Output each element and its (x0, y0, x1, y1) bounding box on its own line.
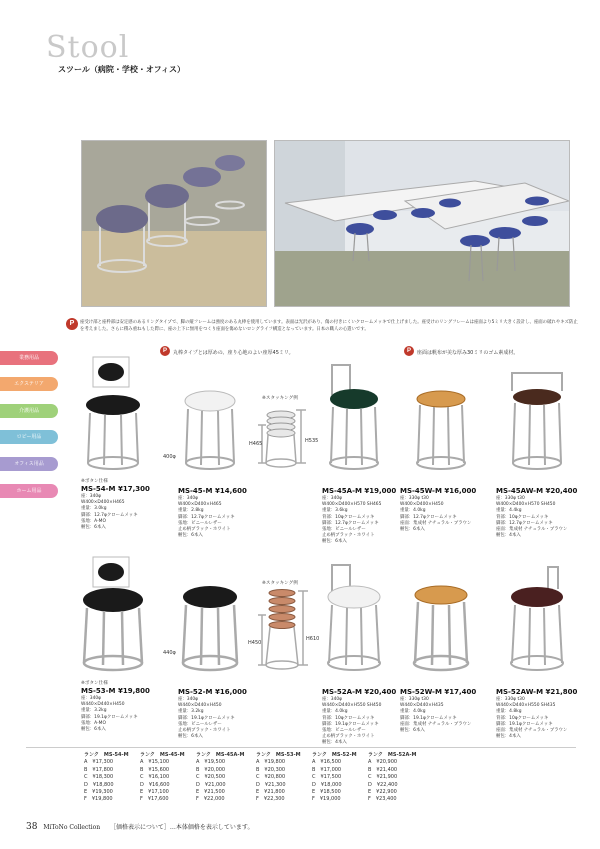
dim-h535: H535 (305, 438, 319, 444)
sidebar-item-office[interactable]: オフィス用品 (0, 457, 58, 471)
product-spec-ms45w: 座：330φ t30 W400×D400×H450 重量：4.0kg 脚部：12.7φクロームメッキ 座面：集成材 ナチュラル・ブラウン 梱包：6本入 (400, 496, 472, 533)
page-footer (26, 822, 253, 832)
product-spec-ms45aw: 座：330φ t30 W400×D400×H570 SH450 重量：4.4kg 背部：10φクロームメッキ 脚部：12.7φクロームメッキ 座面：集成材 ナチュラル・ブラウン 梱包：4本入 (496, 496, 568, 539)
product-spec-ms45a: 座：340φ W400×D400×H570 SH465 重量：3.6kg 背部：10φクロームメッキ 脚部：12.7φクロームメッキ 張地：ビニールレザー 止め柄ブラック・ホワイト 梱包：6本入 (322, 496, 382, 545)
sidebar-item-exterior[interactable]: エクステリア (0, 377, 58, 391)
price-table-ms54: ランク MS-54-M A ¥17,300 B ¥17,800 C ¥18,300 D ¥18,800 E ¥19,300 F ¥19,800 (84, 752, 129, 803)
note-seat-material: 座面は帆布が美な厚み30ミリのゴム素成材。 (417, 350, 519, 356)
page-title: Stool (46, 30, 130, 65)
product-code-ms52w: MS-52W-M ¥17,400 (400, 688, 477, 696)
product-code-ms45a: MS-45A-M ¥19,000 (322, 487, 397, 495)
sidebar-item-home[interactable]: ホーム用品 (0, 484, 58, 498)
price-table-ms45a: ランク MS-45A-M A ¥19,500 B ¥20,000 C ¥20,500 D ¥21,000 E ¥21,500 F ¥22,000 (196, 752, 245, 803)
product-spec-ms52aw: 座：330φ t30 W440×D440×H550 SH435 重量：4.8kg 背部：10φクロームメッキ 脚部：19.1φクロームメッキ 座面：集成材 ナチュラル・ブラウン 梱包：4本入 (496, 697, 568, 740)
stool-photo (81, 140, 267, 307)
product-spec-ms45: 座：340φ W400×D400×H465 重量：2.8kg 脚部：12.7φクロームメッキ 張地：ビニールレザー 止め柄ブラック・ホワイト 梱包：6本入 (178, 496, 235, 539)
stacking-label-2: ※スタッキング例 (262, 581, 298, 586)
cafeteria-photo (274, 140, 570, 307)
product-code-ms45aw: MS-45AW-M ¥20,400 (496, 487, 578, 495)
dim-400: 400φ (163, 454, 176, 460)
product-spec-ms52a: 座：340φ W440×D440×H550 SH450 重量：4.0kg 背部：10φクロームメッキ 脚部：19.1φクロームメッキ 張地：ビニールレザー 止め柄ブラック・ホワイト 梱包：4本入 (322, 697, 382, 746)
product-description: 座受け部と座枠部は安定感のあるリングタイプで、脚の縦フレームは強度のある丸棒を使用しています。表面は光沢があり、傷の付きにくいクロームメッキで仕上げました。座受けのリングフレームは座面より5ミリ大きく設計し、座面の破れやキズ防止を考えました。さらに積み重ねもした際に、座の上下に無用をつくり座面を傷めないロングライフ構造となっています。日本の職人の心遣いです。 (80, 320, 578, 332)
product-code-ms52: MS-52-M ¥16,000 (178, 688, 247, 696)
stools-row1 (60, 355, 580, 480)
price-table-divider (26, 747, 576, 748)
product-code-ms45w: MS-45W-M ¥16,000 (400, 487, 477, 495)
product-code-ms54: MS-54-M ¥17,300 (81, 485, 150, 493)
stacking-label-1: ※スタッキング例 (262, 396, 298, 401)
page-number: 38 (26, 822, 38, 832)
sidebar-item-business[interactable]: 業務用品 (0, 351, 58, 365)
product-code-ms52a: MS-52A-M ¥20,400 (322, 688, 397, 696)
product-spec-ms52: 座：340φ W440×D440×H450 重量：3.2kg 脚部：19.1φクロームメッキ 張地：ビニールレザー 止め柄ブラック・ホワイト 梱包：6本入 (178, 697, 235, 740)
product-code-ms52aw: MS-52AW-M ¥21,800 (496, 688, 578, 696)
dim-h450: H450 (248, 640, 262, 646)
price-note: ［価格表示について］…本体価格を表示しています。 (110, 824, 254, 831)
sidebar-item-care[interactable]: 介護用品 (0, 404, 58, 418)
price-table-ms52a: ランク MS-52A-M A ¥20,900 B ¥21,400 C ¥21,900 D ¥22,400 E ¥22,900 F ¥23,400 (368, 752, 417, 803)
dim-h465: H465 (249, 441, 263, 447)
point-icon: P (160, 346, 170, 356)
price-table-ms45: ランク MS-45-M A ¥15,100 B ¥15,600 C ¥16,100 D ¥16,600 E ¥17,100 F ¥17,600 (140, 752, 185, 803)
sidebar-item-lobby[interactable]: ロビー用品 (0, 430, 58, 444)
product-code-ms53: MS-53-M ¥19,800 (81, 687, 150, 695)
point-icon: P (404, 346, 414, 356)
stools-row2 (60, 555, 580, 680)
product-spec-ms53: 座：340φ W440×D440×H450 重量：3.2kg 脚部：19.1φクロームメッキ 張地：A-MO 梱包：6本入 (81, 696, 138, 733)
point-icon: P (66, 318, 78, 330)
price-table-ms52: ランク MS-52-M A ¥16,500 B ¥17,000 C ¥17,500 D ¥18,000 E ¥18,500 F ¥19,000 (312, 752, 357, 803)
button-option-label-2: ※ボタン仕様 (81, 681, 108, 686)
note-seat-thickness: 丸棒タイプとは厚めの、座り心地のよい座厚45ミリ。 (173, 350, 294, 356)
collection-name: MiToNo Collection (43, 824, 101, 831)
dim-440: 440φ (163, 650, 176, 656)
product-spec-ms54: 座：340φ W400×D400×H465 重量：3.0kg 脚部：12.7φクロームメッキ 張地：A-MO 梱包：6本入 (81, 494, 138, 531)
product-code-ms45: MS-45-M ¥14,600 (178, 487, 247, 495)
page-subtitle: スツール（病院・学校・オフィス） (58, 65, 185, 74)
dim-h610: H610 (306, 636, 320, 642)
price-table-ms53: ランク MS-53-M A ¥19,800 B ¥20,300 C ¥20,800 D ¥21,300 E ¥21,800 F ¥22,300 (256, 752, 301, 803)
button-option-label-1: ※ボタン仕様 (81, 479, 108, 484)
product-spec-ms52w: 座：330φ t30 W440×D440×H435 重量：4.0kg 脚部：19.1φクロームメッキ 座面：集成材 ナチュラル・ブラウン 梱包：6本入 (400, 697, 472, 734)
